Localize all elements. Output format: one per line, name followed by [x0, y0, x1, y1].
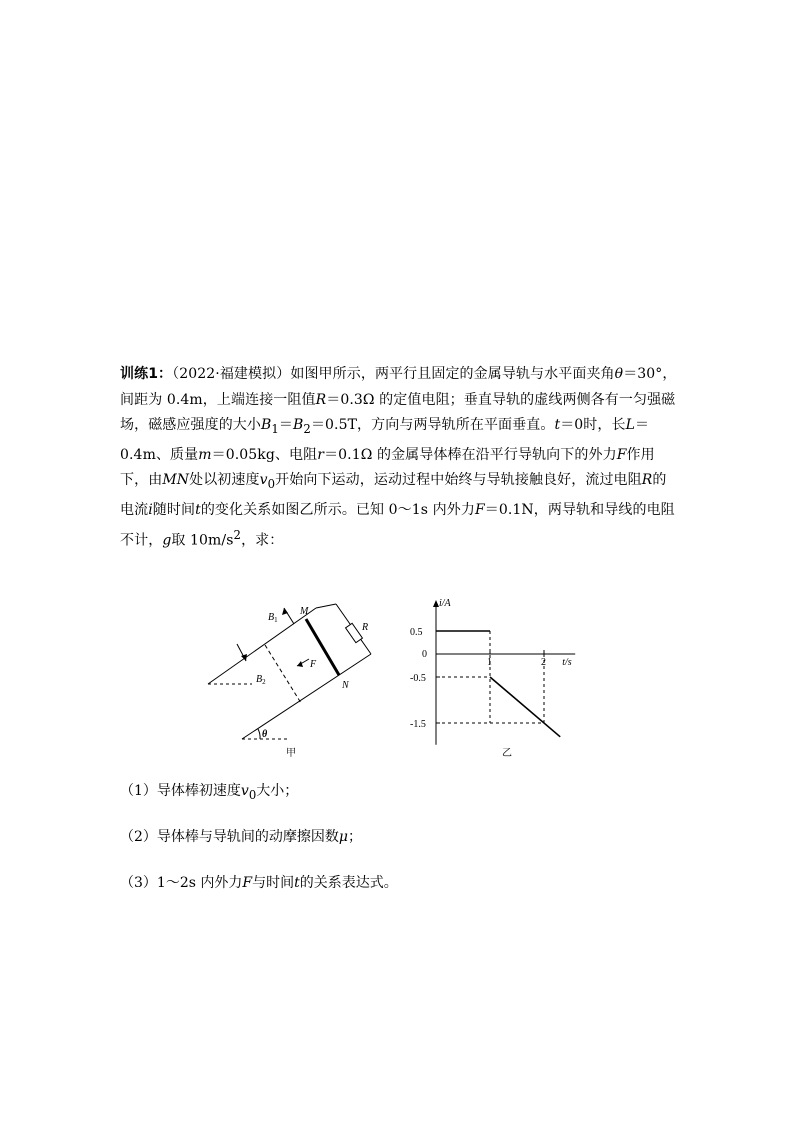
text-run: ＝30°，间距为 0.4m，上端连接一阻值	[120, 366, 677, 408]
var-F: F	[474, 501, 485, 518]
label-r: R	[362, 622, 369, 633]
text-run: 作用下，由	[120, 446, 655, 489]
figure-yi-chart	[396, 596, 596, 761]
var-t: t	[195, 501, 201, 518]
text-run: ＝0.05kg、电阻	[211, 446, 318, 463]
text-run: （3）1～2s 内外力	[120, 875, 243, 891]
text-run: 取 10m/s	[171, 532, 234, 549]
text-run: 与时间	[252, 875, 295, 891]
figure-jia	[196, 596, 386, 761]
var-theta: θ	[614, 366, 624, 382]
label-theta: θ	[262, 729, 268, 740]
text-run: ，求：	[241, 532, 284, 549]
question-2	[120, 826, 362, 846]
figures	[196, 596, 596, 761]
caption-jia: 甲	[286, 748, 296, 759]
label-m: M	[300, 606, 309, 617]
var-r: r	[317, 446, 325, 463]
text-run: （1）导体棒初速度	[120, 783, 241, 799]
text-run: 的关系表达式。	[299, 875, 398, 891]
angle-arc	[258, 729, 260, 739]
y-axis-label: i/A	[439, 598, 451, 609]
text-run: ；	[348, 829, 363, 845]
label-b1: $B_1$	[268, 612, 278, 624]
text-run: （2）导体棒与导轨间的动摩擦因数	[120, 829, 339, 845]
text-run: ＝0.5T，方向与两导轨所在平面垂直。	[310, 417, 555, 434]
var-i: i	[148, 501, 153, 518]
question-3	[120, 872, 398, 892]
text-run: 开始向下运动，运动过程中始终与导轨接触良好，流过电阻	[275, 472, 642, 489]
exercise-label: 训练1：	[120, 366, 173, 382]
x-axis-label: t/s	[562, 657, 572, 668]
sub-0: 0	[267, 476, 276, 491]
var-B2: B	[293, 417, 304, 434]
rail-upper	[208, 608, 316, 684]
source-tag: （2022·福建模拟）	[172, 366, 291, 382]
var-mu: μ	[338, 829, 349, 845]
label-n: N	[342, 680, 349, 691]
var-R: R	[641, 472, 653, 489]
y-tick-label: 0.5	[410, 627, 423, 638]
text-run: 的电流	[120, 472, 667, 518]
wire	[316, 604, 336, 608]
sub-0: 0	[248, 787, 257, 802]
text-run: 大小；	[256, 783, 299, 799]
y-tick-label: -0.5	[410, 673, 426, 684]
problem-paragraph	[120, 362, 680, 554]
var-t: t	[294, 875, 300, 891]
var-B1: B	[261, 417, 272, 434]
y-tick-label: -1.5	[410, 719, 426, 730]
origin-label: 0	[422, 649, 427, 660]
problem-text	[120, 362, 680, 554]
series-segment-2	[490, 677, 560, 737]
var-F: F	[242, 875, 253, 891]
text-run: 如图甲所示，两平行且固定的金属导轨与水平面夹角	[290, 366, 615, 382]
label-f: F	[310, 659, 317, 670]
var-g: g	[162, 532, 172, 549]
label-b2: $B_2$	[256, 674, 266, 686]
text-run: 的变化关系如图乙所示。已知 0～1s 内外力	[200, 501, 475, 518]
text-run: ＝0.4m、质量	[120, 417, 650, 463]
sub-2: 2	[303, 421, 311, 436]
var-F: F	[616, 446, 627, 463]
text-run: ＝0.3Ω 的定值电阻；垂直导轨的虚线两侧各有一匀强磁场，磁感应强度的大小	[120, 391, 676, 434]
text-run: 随时间	[152, 501, 196, 518]
var-v0: v	[240, 783, 249, 799]
var-m: m	[198, 446, 212, 463]
text-run: ＝0.1N，两导轨和导线的电阻不计，	[120, 501, 675, 549]
text-run: ＝	[278, 417, 294, 434]
arrow-head-icon	[297, 661, 303, 667]
text-run: 处以初速度	[189, 472, 260, 489]
var-t: t	[554, 417, 561, 434]
var-MN: MN	[162, 472, 190, 489]
var-v0: v	[259, 472, 268, 489]
rail-lower	[242, 654, 371, 739]
x-tick-label: 1	[487, 657, 492, 668]
sub-1: 1	[271, 421, 279, 436]
text-run: ＝0时，长	[560, 417, 626, 434]
question-1	[120, 780, 298, 802]
field-boundary-dashed	[265, 645, 301, 703]
caption-yi: 乙	[502, 748, 512, 759]
x-tick-label: 2	[541, 657, 546, 668]
var-L: L	[625, 417, 636, 434]
sup-2: 2	[233, 528, 242, 543]
var-R: R	[315, 391, 327, 408]
resistor-symbol	[346, 623, 363, 642]
text-run: ＝0.1Ω 的金属导体棒在沿平行导轨向下的外力	[324, 446, 617, 463]
